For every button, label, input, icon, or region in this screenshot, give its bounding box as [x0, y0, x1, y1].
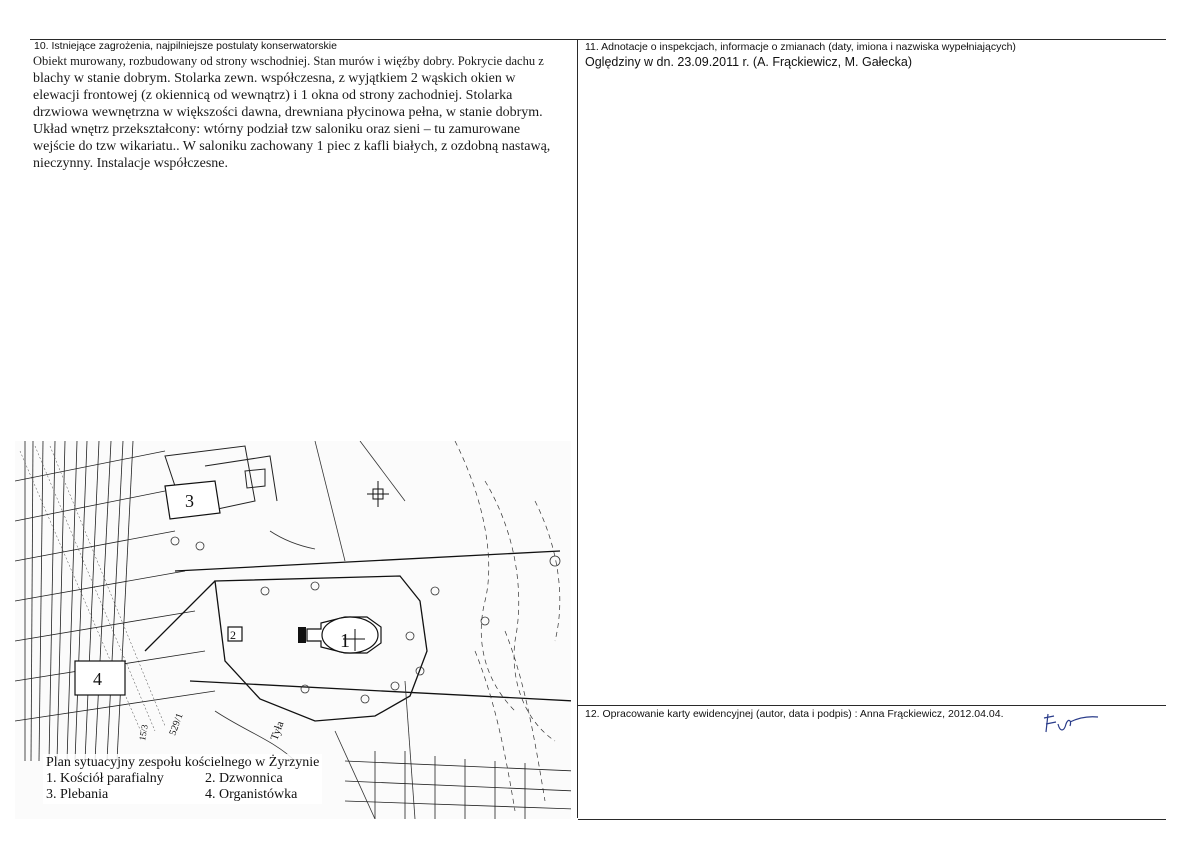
field12-top-border: [578, 705, 1166, 706]
legend-item: 2. Dzwonnica: [205, 771, 283, 786]
field10-line: Obiekt murowany, rozbudowany od strony wschodniej. Stan murów i więźby dobry. Pokrycie dachu z: [33, 54, 544, 68]
field10-line: wejście do tzw wikariatu.. W saloniku zachowany 1 piec z kafli białych, z ozdobną nastawą,: [33, 139, 551, 154]
field10-line: nieczynny. Instalacje współczesne.: [33, 156, 229, 171]
field10-text: [33, 53, 573, 172]
plan-number-3: 3: [185, 491, 194, 511]
plot-label: 15/3: [137, 723, 150, 742]
map-caption: Plan sytuacyjny zespołu kościelnego w Żyrzynie: [46, 755, 320, 770]
field10-line: blachy w stanie dobrym. Stolarka zewn. współczesna, z wyjątkiem 2 wąskich okien w: [33, 71, 516, 86]
field11-title: 11. Adnotacje o inspekcjach, informacje o zmianach (daty, imiona i nazwiska wypełniających): [585, 41, 1016, 53]
field12-title: 12. Opracowanie karty ewidencyjnej (autor, data i podpis) : Anna Frąckiewicz, 2012.04.04.: [585, 708, 1004, 720]
plan-number-2: 2: [230, 628, 236, 642]
plan-number-1: 1: [340, 630, 350, 652]
field10-line: drzwiowa wewnętrzna w większości dawna, drewniana płycinowa pełna, w stanie dobrym.: [33, 105, 543, 120]
column-divider: [577, 39, 578, 818]
signature-image: [1040, 710, 1100, 740]
map-legend: [43, 754, 322, 804]
plan-number-4: 4: [93, 669, 102, 689]
field11-value: Oględziny w dn. 23.09.2011 r. (A. Frąckiewicz, M. Gałecka): [585, 55, 912, 69]
field12-bottom-border: [578, 819, 1166, 820]
street-label: Tyła: [268, 719, 287, 743]
field10-line: elewacji frontowej (z okiennicą od wewnątrz) i 1 okna od strony zachodniej. Stolarka: [33, 88, 513, 103]
plot-label: 529/1: [167, 711, 186, 738]
field10-line: Układ wnętrz przekształcony: wtórny podział tzw saloniku oraz sieni – tu zamurowane: [33, 122, 521, 137]
legend-item: 1. Kościół parafialny: [46, 771, 164, 786]
legend-item: 4. Organistówka: [205, 787, 298, 802]
field10-title: 10. Istniejące zagrożenia, najpilniejsze postulaty konserwatorskie: [34, 40, 337, 52]
legend-item: 3. Plebania: [46, 787, 109, 802]
